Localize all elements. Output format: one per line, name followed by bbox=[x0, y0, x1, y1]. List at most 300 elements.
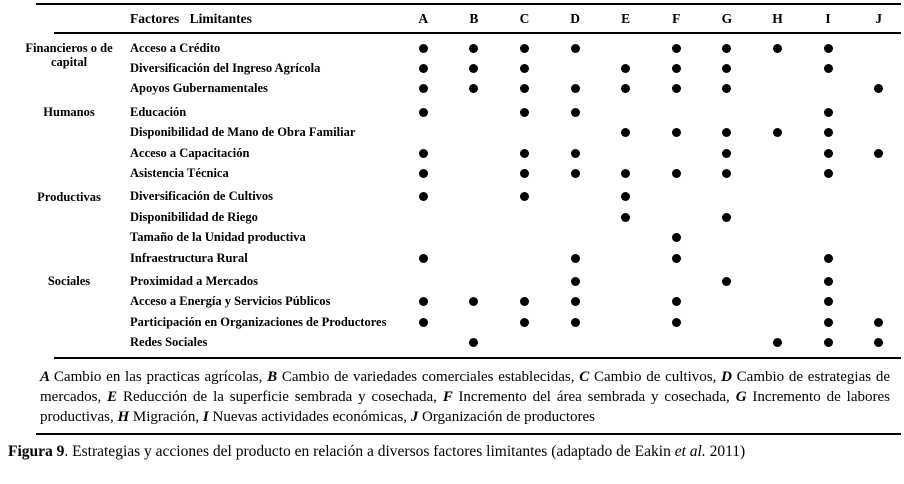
matrix-cell-C bbox=[499, 143, 550, 163]
dot-marker bbox=[469, 64, 478, 73]
dot-marker bbox=[672, 44, 681, 53]
dot-marker bbox=[571, 169, 580, 178]
matrix-cell-F bbox=[651, 102, 702, 122]
legend-letter-B: B bbox=[267, 368, 282, 385]
factors-column-header: Factores Limitantes bbox=[130, 10, 252, 26]
matrix-cell-B bbox=[449, 248, 500, 268]
matrix-cell-F bbox=[651, 292, 702, 312]
column-letter-C: C bbox=[519, 10, 530, 26]
legend-item-text: Reducción de la superficie sembrada y cosechada, bbox=[123, 388, 443, 405]
matrix-cell-A bbox=[398, 187, 449, 207]
matrix-cell-B bbox=[449, 207, 500, 227]
matrix-cell-H bbox=[752, 143, 803, 163]
factor-label: Acceso a Crédito bbox=[130, 40, 221, 55]
matrix-cell-I bbox=[803, 207, 854, 227]
dot-marker bbox=[621, 84, 630, 93]
dot-marker bbox=[824, 108, 833, 117]
matrix-cell-F bbox=[651, 332, 702, 352]
dot-marker bbox=[621, 64, 630, 73]
matrix-cell-H bbox=[752, 58, 803, 78]
dot-marker bbox=[520, 44, 529, 53]
table-row bbox=[18, 248, 904, 268]
dot-marker bbox=[824, 44, 833, 53]
legend-item-text: Incremento de labores productivas, bbox=[40, 388, 890, 425]
matrix-cell-G bbox=[702, 102, 753, 122]
category-label bbox=[18, 58, 120, 61]
caption-etal: et al. bbox=[674, 442, 706, 460]
factor-label: Redes Sociales bbox=[130, 335, 208, 350]
factor-label: Infraestructura Rural bbox=[130, 250, 248, 265]
matrix-cell-H bbox=[752, 248, 803, 268]
matrix-cell-I bbox=[803, 58, 854, 78]
dot-marker bbox=[621, 169, 630, 178]
table-row bbox=[18, 143, 904, 163]
legend-item-text: Incremento del área sembrada y cosechada, bbox=[458, 388, 736, 405]
category-label bbox=[18, 123, 120, 126]
dot-marker bbox=[672, 297, 681, 306]
matrix-cell-A bbox=[398, 332, 449, 352]
dot-marker bbox=[773, 44, 782, 53]
matrix-cell-G bbox=[702, 123, 753, 143]
dot-marker bbox=[722, 213, 731, 222]
dot-marker bbox=[520, 84, 529, 93]
dot-marker bbox=[722, 84, 731, 93]
matrix-cell-E bbox=[600, 312, 651, 332]
matrix-cell-H bbox=[752, 271, 803, 291]
table-row bbox=[18, 102, 904, 122]
category-label: Financieros o de capital bbox=[25, 41, 113, 69]
matrix-cell-B bbox=[449, 271, 500, 291]
dot-marker bbox=[419, 297, 428, 306]
matrix-cell-F bbox=[651, 187, 702, 207]
legend-item-text: Cambio de cultivos, bbox=[593, 368, 722, 385]
table-row bbox=[18, 332, 904, 352]
factor-label: Acceso a Energía y Servicios Públicos bbox=[130, 294, 331, 309]
matrix-cell-H bbox=[752, 123, 803, 143]
dot-marker bbox=[874, 84, 883, 93]
matrix-cell-F bbox=[651, 58, 702, 78]
factor-label: Disponibilidad de Mano de Obra Familiar bbox=[130, 125, 356, 140]
dot-marker bbox=[773, 128, 782, 137]
matrix-cell-D bbox=[550, 271, 601, 291]
legend-letter-G: G bbox=[735, 388, 753, 405]
dot-marker bbox=[722, 44, 731, 53]
dot-marker bbox=[571, 108, 580, 117]
dot-marker bbox=[722, 128, 731, 137]
matrix-cell-E bbox=[600, 207, 651, 227]
matrix-cell-D bbox=[550, 228, 601, 248]
category-label bbox=[18, 332, 120, 335]
matrix-cell-B bbox=[449, 187, 500, 207]
matrix-cell-D bbox=[550, 207, 601, 227]
factor-label: Proximidad a Mercados bbox=[130, 273, 259, 288]
matrix-cell-D bbox=[550, 312, 601, 332]
factor-label: Acceso a Capacitación bbox=[130, 145, 250, 160]
dot-marker bbox=[419, 64, 428, 73]
matrix-cell-B bbox=[449, 58, 500, 78]
legend-letter-D: D bbox=[721, 368, 737, 385]
dot-marker bbox=[621, 213, 630, 222]
category-label: Sociales bbox=[47, 274, 91, 289]
legend-letter-F: F bbox=[442, 388, 459, 405]
matrix-cell-H bbox=[752, 79, 803, 99]
dot-marker bbox=[520, 192, 529, 201]
category-label bbox=[18, 163, 120, 166]
matrix-cell-J bbox=[853, 187, 904, 207]
matrix-cell-E bbox=[600, 271, 651, 291]
category-label bbox=[18, 248, 120, 251]
matrix-cell-I bbox=[803, 102, 854, 122]
factor-group bbox=[18, 38, 904, 99]
matrix-cell-I bbox=[803, 163, 854, 183]
dot-marker bbox=[824, 297, 833, 306]
dot-marker bbox=[571, 44, 580, 53]
matrix-cell-I bbox=[803, 79, 854, 99]
factor-label: Participación en Organizaciones de Productores bbox=[130, 314, 387, 329]
category-label bbox=[18, 292, 120, 295]
table-row bbox=[18, 312, 904, 332]
table-row bbox=[18, 163, 904, 183]
matrix-cell-A bbox=[398, 143, 449, 163]
matrix-cell-I bbox=[803, 123, 854, 143]
matrix-cell-A bbox=[398, 312, 449, 332]
matrix-cell-A bbox=[398, 163, 449, 183]
matrix-cell-A bbox=[398, 58, 449, 78]
matrix-cell-B bbox=[449, 332, 500, 352]
table-row bbox=[18, 187, 904, 207]
dot-marker bbox=[621, 128, 630, 137]
factor-label: Diversificación de Cultivos bbox=[130, 189, 274, 204]
category-label bbox=[18, 312, 120, 315]
matrix-cell-D bbox=[550, 332, 601, 352]
legend-bottom-rule bbox=[36, 433, 901, 435]
dot-marker bbox=[469, 84, 478, 93]
legend-letter-C: C bbox=[579, 368, 594, 385]
legend-item-text: Migración, bbox=[132, 408, 203, 425]
matrix-cell-D bbox=[550, 79, 601, 99]
legend-letter-E: E bbox=[107, 388, 123, 405]
matrix-cell-E bbox=[600, 187, 651, 207]
matrix-cell-I bbox=[803, 187, 854, 207]
dot-marker bbox=[824, 277, 833, 286]
category-label: Humanos bbox=[43, 105, 95, 120]
table-row bbox=[18, 207, 904, 227]
matrix-cell-G bbox=[702, 271, 753, 291]
matrix-cell-C bbox=[499, 271, 550, 291]
matrix-cell-I bbox=[803, 271, 854, 291]
matrix-cell-G bbox=[702, 58, 753, 78]
matrix-cell-C bbox=[499, 187, 550, 207]
table-bottom-rule bbox=[54, 357, 901, 359]
matrix-cell-A bbox=[398, 38, 449, 58]
matrix-cell-F bbox=[651, 312, 702, 332]
matrix-cell-E bbox=[600, 102, 651, 122]
matrix-cell-J bbox=[853, 163, 904, 183]
matrix-cell-G bbox=[702, 38, 753, 58]
matrix-cell-H bbox=[752, 102, 803, 122]
matrix-cell-G bbox=[702, 163, 753, 183]
dot-marker bbox=[722, 149, 731, 158]
matrix-cell-B bbox=[449, 163, 500, 183]
matrix-cell-F bbox=[651, 38, 702, 58]
matrix-cell-F bbox=[651, 207, 702, 227]
matrix-cell-C bbox=[499, 163, 550, 183]
matrix-cell-F bbox=[651, 271, 702, 291]
category-label bbox=[18, 228, 120, 231]
matrix-cell-G bbox=[702, 292, 753, 312]
figure-caption bbox=[8, 443, 894, 461]
dot-marker bbox=[824, 128, 833, 137]
matrix-cell-B bbox=[449, 312, 500, 332]
matrix-cell-J bbox=[853, 58, 904, 78]
legend-letter-J: J bbox=[410, 408, 422, 425]
dot-marker bbox=[722, 277, 731, 286]
factors-matrix-table bbox=[0, 5, 904, 359]
column-letter-A: A bbox=[418, 10, 429, 26]
dot-marker bbox=[874, 318, 883, 327]
matrix-cell-J bbox=[853, 228, 904, 248]
matrix-cell-I bbox=[803, 312, 854, 332]
legend-item-text: Cambio en las practicas agrícolas, bbox=[53, 368, 268, 385]
matrix-cell-G bbox=[702, 187, 753, 207]
matrix-cell-F bbox=[651, 123, 702, 143]
matrix-cell-C bbox=[499, 102, 550, 122]
table-row bbox=[18, 123, 904, 143]
matrix-cell-B bbox=[449, 292, 500, 312]
matrix-cell-G bbox=[702, 143, 753, 163]
matrix-cell-F bbox=[651, 79, 702, 99]
dot-marker bbox=[520, 108, 529, 117]
dot-marker bbox=[824, 254, 833, 263]
column-letters bbox=[398, 11, 904, 27]
factor-label: Disponibilidad de Riego bbox=[130, 209, 258, 224]
caption-label: Figura 9 bbox=[8, 442, 65, 460]
matrix-cell-C bbox=[499, 123, 550, 143]
matrix-cell-E bbox=[600, 332, 651, 352]
dot-marker bbox=[520, 149, 529, 158]
legend-letter-I: I bbox=[202, 408, 213, 425]
matrix-cell-D bbox=[550, 38, 601, 58]
factor-label: Apoyos Gubernamentales bbox=[130, 81, 268, 96]
dot-marker bbox=[419, 169, 428, 178]
matrix-cell-B bbox=[449, 38, 500, 58]
matrix-cell-D bbox=[550, 102, 601, 122]
matrix-cell-C bbox=[499, 332, 550, 352]
matrix-cell-C bbox=[499, 38, 550, 58]
table-row bbox=[18, 271, 904, 291]
dot-marker bbox=[520, 64, 529, 73]
dot-marker bbox=[874, 149, 883, 158]
table-row bbox=[18, 292, 904, 312]
column-letter-H: H bbox=[772, 10, 783, 26]
matrix-cell-I bbox=[803, 143, 854, 163]
matrix-cell-I bbox=[803, 38, 854, 58]
matrix-cell-A bbox=[398, 79, 449, 99]
dot-marker bbox=[874, 338, 883, 347]
matrix-cell-I bbox=[803, 332, 854, 352]
matrix-cell-J bbox=[853, 332, 904, 352]
matrix-cell-F bbox=[651, 143, 702, 163]
factor-label: Educación bbox=[130, 104, 187, 119]
dot-marker bbox=[672, 169, 681, 178]
dot-marker bbox=[419, 44, 428, 53]
column-letter-I: I bbox=[825, 10, 831, 26]
matrix-cell-B bbox=[449, 102, 500, 122]
matrix-cell-B bbox=[449, 123, 500, 143]
column-letter-B: B bbox=[469, 10, 479, 26]
matrix-cell-B bbox=[449, 79, 500, 99]
matrix-cell-D bbox=[550, 248, 601, 268]
factor-label: Diversificación del Ingreso Agrícola bbox=[130, 61, 321, 76]
matrix-cell-A bbox=[398, 292, 449, 312]
dot-marker bbox=[824, 318, 833, 327]
matrix-cell-E bbox=[600, 292, 651, 312]
column-letter-D: D bbox=[570, 10, 580, 26]
matrix-cell-F bbox=[651, 228, 702, 248]
dot-marker bbox=[520, 318, 529, 327]
matrix-cell-I bbox=[803, 292, 854, 312]
dot-marker bbox=[571, 318, 580, 327]
matrix-cell-J bbox=[853, 292, 904, 312]
factor-group bbox=[18, 271, 904, 353]
matrix-cell-B bbox=[449, 228, 500, 248]
dot-marker bbox=[571, 149, 580, 158]
matrix-cell-C bbox=[499, 292, 550, 312]
legend-item-text: Nuevas actividades económicas, bbox=[212, 408, 411, 425]
matrix-cell-E bbox=[600, 123, 651, 143]
matrix-cell-E bbox=[600, 143, 651, 163]
matrix-cell-H bbox=[752, 292, 803, 312]
matrix-cell-J bbox=[853, 271, 904, 291]
legend-letter-H: H bbox=[117, 408, 133, 425]
matrix-cell-C bbox=[499, 228, 550, 248]
dot-marker bbox=[672, 318, 681, 327]
dot-marker bbox=[824, 169, 833, 178]
dot-marker bbox=[672, 128, 681, 137]
dot-marker bbox=[672, 254, 681, 263]
matrix-cell-E bbox=[600, 228, 651, 248]
matrix-cell-J bbox=[853, 143, 904, 163]
matrix-cell-J bbox=[853, 207, 904, 227]
dot-marker bbox=[672, 233, 681, 242]
factor-group bbox=[18, 187, 904, 269]
matrix-cell-H bbox=[752, 332, 803, 352]
dot-marker bbox=[520, 297, 529, 306]
matrix-cell-D bbox=[550, 292, 601, 312]
dot-marker bbox=[419, 192, 428, 201]
dot-marker bbox=[419, 149, 428, 158]
dot-marker bbox=[722, 169, 731, 178]
matrix-cell-H bbox=[752, 163, 803, 183]
matrix-cell-G bbox=[702, 228, 753, 248]
matrix-cell-I bbox=[803, 248, 854, 268]
matrix-cell-H bbox=[752, 312, 803, 332]
matrix-cell-E bbox=[600, 79, 651, 99]
dot-marker bbox=[419, 108, 428, 117]
factor-group bbox=[18, 102, 904, 184]
factor-label: Tamaño de la Unidad productiva bbox=[130, 230, 306, 245]
matrix-cell-C bbox=[499, 248, 550, 268]
matrix-cell-J bbox=[853, 248, 904, 268]
matrix-cell-F bbox=[651, 163, 702, 183]
caption-text: . Estrategias y acciones del producto en relación a diversos factores limitantes (adaptado de Eakin bbox=[64, 442, 675, 460]
matrix-cell-B bbox=[449, 143, 500, 163]
dot-marker bbox=[824, 149, 833, 158]
dot-marker bbox=[672, 64, 681, 73]
matrix-cell-J bbox=[853, 79, 904, 99]
dot-marker bbox=[571, 277, 580, 286]
matrix-cell-E bbox=[600, 248, 651, 268]
column-letter-G: G bbox=[721, 10, 733, 26]
matrix-cell-I bbox=[803, 228, 854, 248]
table-row bbox=[18, 79, 904, 99]
table-body bbox=[18, 34, 904, 357]
matrix-cell-H bbox=[752, 228, 803, 248]
dot-marker bbox=[824, 338, 833, 347]
matrix-cell-C bbox=[499, 207, 550, 227]
dot-marker bbox=[621, 192, 630, 201]
matrix-cell-C bbox=[499, 312, 550, 332]
legend bbox=[40, 367, 890, 427]
matrix-cell-A bbox=[398, 271, 449, 291]
matrix-cell-A bbox=[398, 207, 449, 227]
matrix-cell-G bbox=[702, 79, 753, 99]
dot-marker bbox=[469, 44, 478, 53]
category-label bbox=[18, 143, 120, 146]
matrix-cell-D bbox=[550, 187, 601, 207]
table-row bbox=[18, 228, 904, 248]
dot-marker bbox=[773, 338, 782, 347]
dot-marker bbox=[419, 254, 428, 263]
category-label: Productivas bbox=[37, 189, 101, 204]
matrix-cell-J bbox=[853, 123, 904, 143]
dot-marker bbox=[571, 84, 580, 93]
table-row bbox=[18, 58, 904, 78]
table-header-row bbox=[18, 5, 904, 32]
dot-marker bbox=[419, 318, 428, 327]
legend-letter-A: A bbox=[40, 368, 54, 385]
dot-marker bbox=[571, 254, 580, 263]
matrix-cell-A bbox=[398, 123, 449, 143]
dot-marker bbox=[571, 297, 580, 306]
matrix-cell-E bbox=[600, 38, 651, 58]
legend-item-text: Cambio de variedades comerciales establecidas, bbox=[281, 368, 580, 385]
factor-label: Asistencia Técnica bbox=[130, 166, 229, 181]
matrix-cell-A bbox=[398, 102, 449, 122]
dot-marker bbox=[672, 84, 681, 93]
legend-item-text: Organización de productores bbox=[422, 408, 595, 425]
dot-marker bbox=[520, 169, 529, 178]
dot-marker bbox=[824, 64, 833, 73]
matrix-cell-J bbox=[853, 102, 904, 122]
dot-marker bbox=[419, 84, 428, 93]
dot-marker bbox=[469, 297, 478, 306]
caption-year: 2011) bbox=[705, 442, 746, 460]
column-letter-J: J bbox=[875, 10, 883, 26]
matrix-cell-G bbox=[702, 312, 753, 332]
matrix-cell-A bbox=[398, 228, 449, 248]
matrix-cell-C bbox=[499, 58, 550, 78]
matrix-cell-A bbox=[398, 248, 449, 268]
column-letter-E: E bbox=[621, 10, 631, 26]
matrix-cell-H bbox=[752, 207, 803, 227]
matrix-cell-D bbox=[550, 123, 601, 143]
matrix-cell-C bbox=[499, 79, 550, 99]
category-label bbox=[18, 79, 120, 82]
legend-item-text: Cambio de estrategias de mercados, bbox=[40, 368, 890, 405]
dot-marker bbox=[722, 64, 731, 73]
matrix-cell-D bbox=[550, 58, 601, 78]
